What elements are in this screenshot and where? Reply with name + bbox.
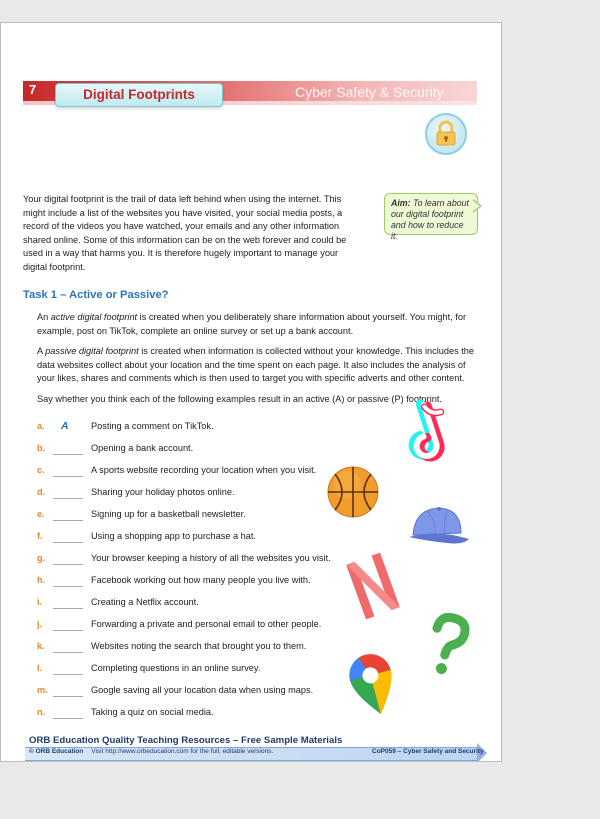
answer-blank[interactable] bbox=[53, 465, 83, 477]
passive-post: is created when information is collected without your knowledge. This includes the data websites collect about your location and the time spent on each page. It also includes the analysis of your likes, shares and comments which is then used to target you with specific adverts and other content. bbox=[37, 346, 475, 384]
item-letter: h. bbox=[37, 575, 46, 585]
answer-blank[interactable] bbox=[53, 509, 83, 521]
item-text: Taking a quiz on social media. bbox=[91, 707, 214, 717]
intro-paragraph: Your digital footprint is the trail of data left behind when using the internet. This might include a list of the websites you have visited, your social media posts, a record of the videos you have watched, your emails and any other information shared online. Some of this information can be on the web forever and could be used in a way that harms you. It is therefore hugely important to manage your digital footprint. bbox=[23, 194, 347, 272]
item-letter: a. bbox=[37, 421, 45, 431]
item-letter: g. bbox=[37, 553, 46, 563]
question-mark-icon bbox=[421, 611, 471, 681]
padlock-icon bbox=[425, 113, 467, 155]
answer-blank[interactable] bbox=[53, 597, 83, 609]
item-text: Using a shopping app to purchase a hat. bbox=[91, 531, 256, 541]
item-letter: b. bbox=[37, 443, 46, 453]
item-text: Opening a bank account. bbox=[91, 443, 194, 453]
worksheet-page bbox=[0, 22, 502, 762]
course-title: Cyber Safety & Security bbox=[295, 84, 444, 100]
footer-copyright: © ORB Education bbox=[29, 748, 84, 755]
item-letter: j. bbox=[37, 619, 43, 629]
item-text: Websites noting the search that brought you to them. bbox=[91, 641, 307, 651]
answer-blank[interactable] bbox=[53, 641, 83, 653]
item-letter: k. bbox=[37, 641, 45, 651]
answer-blank[interactable] bbox=[53, 685, 83, 697]
footer-info bbox=[29, 748, 273, 755]
item-text: Completing questions in an online survey. bbox=[91, 663, 261, 673]
item-letter: n. bbox=[37, 707, 46, 717]
answer-blank[interactable] bbox=[53, 707, 83, 719]
item-letter: d. bbox=[37, 487, 46, 497]
footer-code: CoP059 – Cyber Safety and Security bbox=[372, 748, 484, 755]
item-text: Facebook working out how many people you live with. bbox=[91, 575, 311, 585]
answer-field[interactable]: A bbox=[61, 420, 69, 432]
active-term: active digital footprint bbox=[50, 312, 138, 322]
item-text: Google saving all your location data when using maps. bbox=[91, 685, 314, 695]
answer-blank[interactable] bbox=[53, 553, 83, 565]
passive-pre: A bbox=[37, 346, 46, 356]
item-text: Forwarding a private and personal email to other people. bbox=[91, 619, 322, 629]
cap-icon bbox=[407, 503, 471, 547]
aim-callout bbox=[384, 193, 478, 241]
passive-term: passive digital footprint bbox=[45, 346, 139, 356]
task-instructions: Say whether you think each of the following examples result in an active (A) or passive (P) footprint. bbox=[37, 394, 442, 404]
lesson-number: 7 bbox=[29, 82, 37, 97]
basketball-icon bbox=[325, 465, 381, 519]
answer-blank[interactable] bbox=[53, 619, 83, 631]
active-pre: An bbox=[37, 312, 51, 322]
item-text: A sports website recording your location when you visit. bbox=[91, 465, 317, 475]
item-letter: e. bbox=[37, 509, 45, 519]
task-heading: Task 1 – Active or Passive? bbox=[23, 289, 169, 301]
footer-title: ORB Education Quality Teaching Resources – Free Sample Materials bbox=[29, 735, 343, 746]
item-text: Posting a comment on TikTok. bbox=[91, 421, 214, 431]
aim-text: To learn about our digital footprint and how to reduce it. bbox=[391, 198, 469, 241]
item-text: Your browser keeping a history of all the websites you visit. bbox=[91, 553, 331, 563]
answer-blank[interactable] bbox=[53, 575, 83, 587]
answer-blank[interactable] bbox=[53, 443, 83, 455]
answer-blank[interactable] bbox=[53, 531, 83, 543]
active-post: is created when you deliberately share information about yourself. You might, for example, post on TikTok, complete an online survey or set up a bank account. bbox=[37, 312, 467, 336]
active-footprint-paragraph bbox=[37, 311, 477, 338]
answer-blank[interactable] bbox=[53, 487, 83, 499]
item-letter: m. bbox=[37, 685, 48, 695]
aim-label: Aim: bbox=[391, 198, 411, 208]
page-title: Digital Footprints bbox=[55, 83, 223, 107]
item-text: Sharing your holiday photos online. bbox=[91, 487, 235, 497]
item-text: Creating a Netflix account. bbox=[91, 597, 199, 607]
answer-blank[interactable] bbox=[53, 663, 83, 675]
item-letter: l. bbox=[37, 663, 43, 673]
item-letter: c. bbox=[37, 465, 45, 475]
aim-callout-tail-fill bbox=[472, 200, 480, 212]
item-letter: i. bbox=[37, 597, 43, 607]
passive-footprint-paragraph bbox=[37, 345, 477, 386]
tiktok-logo-icon bbox=[403, 399, 453, 469]
item-text: Signing up for a basketball newsletter. bbox=[91, 509, 246, 519]
maps-pin-icon bbox=[346, 651, 400, 719]
footer-visit-link[interactable]: Visit http://www.orbeducation.com for the full, editable versions. bbox=[91, 748, 274, 755]
item-letter: f. bbox=[37, 531, 43, 541]
netflix-logo-icon bbox=[345, 551, 401, 621]
